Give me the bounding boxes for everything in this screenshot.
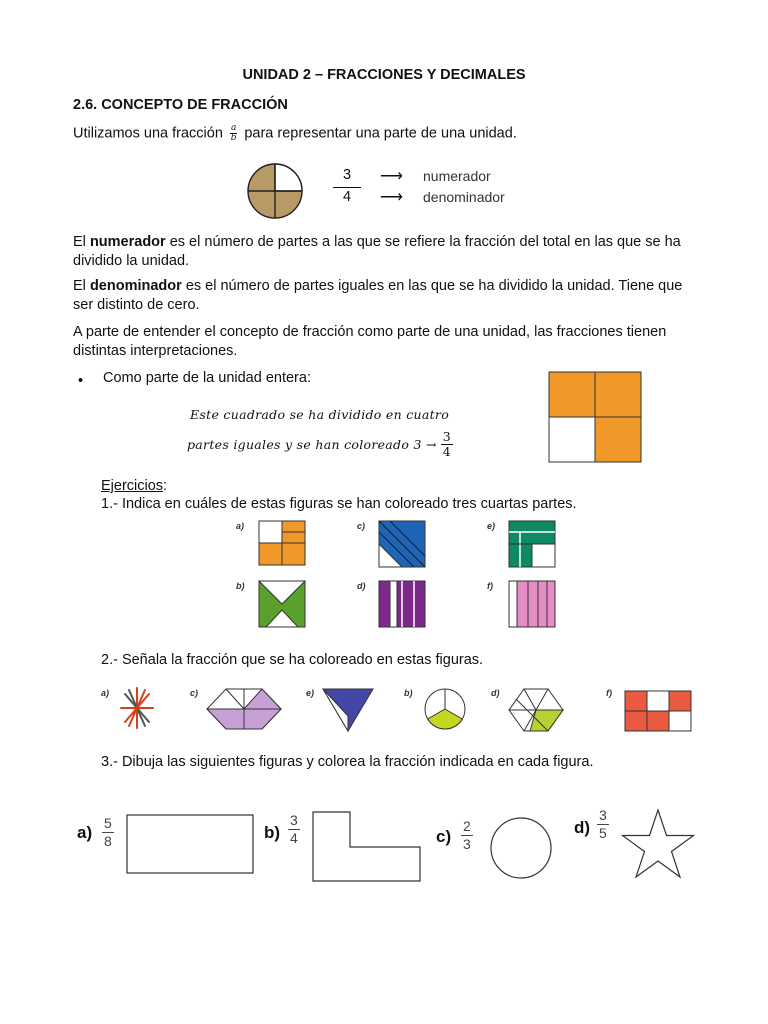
def-denominador: El denominador es el número de partes iguales en las que se ha dividido la unidad. Tiene que ser distinto de cero.	[73, 278, 683, 313]
intro-paragraph	[73, 124, 703, 143]
ex3-label-d: d)	[574, 818, 591, 837]
def-numerador: El numerador es el número de partes a las que se refiere la fracción del total en las que se ha dividido la unidad.	[73, 234, 681, 269]
interpretations-paragraph: A parte de entender el concepto de fracción como parte de una unidad, las fracciones tienen distintas interpretaciones.	[73, 324, 667, 359]
label-numerador: numerador	[423, 168, 491, 184]
ex1-label-b: b)	[236, 581, 245, 591]
ex3-label-a: a)	[77, 823, 93, 842]
math-line-1: Este cuadrado se ha dividido en cuatro	[190, 407, 450, 422]
ex2-label-b: b)	[404, 688, 413, 698]
ex1-figure-c	[378, 520, 426, 568]
exercise-1-text: 1.- Indica en cuáles de estas figuras se han coloreado tres cuartas partes.	[101, 496, 577, 512]
ex2-label-d: d)	[491, 688, 500, 698]
ex2-figure-f	[624, 690, 694, 732]
ex1-figure-b	[258, 580, 306, 628]
ex3-star	[620, 808, 696, 880]
example-denominator: 4	[342, 189, 352, 205]
quarter-circle-figure	[247, 163, 303, 219]
ex1-label-c: c)	[357, 521, 366, 531]
ex2-label-f: f)	[606, 688, 612, 698]
exercise-3-text: 3.- Dibuja las siguientes figuras y colorea la fracción indicada en cada figura.	[101, 754, 594, 770]
math-line-2: partes iguales y se han coloreado 3 → 3 4	[187, 429, 452, 459]
ex1-figure-f	[508, 580, 556, 628]
intro-before: Utilizamos una fracción	[73, 125, 223, 142]
ex1-figure-a	[258, 520, 306, 566]
ex2-figure-b	[424, 688, 466, 730]
ex2-figure-e	[322, 688, 374, 732]
ex2-label-c: c)	[190, 688, 199, 698]
math-fraction: 3 4	[442, 429, 452, 459]
exercise-2-text: 2.- Señala la fracción que se ha coloreado en estas figuras.	[101, 652, 484, 668]
ex1-label-a: a)	[236, 521, 245, 531]
ex1-label-d: d)	[357, 581, 366, 591]
bullet-symbol: •	[78, 373, 84, 389]
arrow-denominator: ⟶	[380, 189, 403, 206]
ex2-figure-a	[117, 686, 157, 730]
square-empty-cell	[549, 417, 595, 462]
bullet-text: Como parte de la unidad entera:	[103, 370, 311, 386]
ex3-fraction-c: 2 3	[463, 818, 471, 852]
ex1-figure-e	[508, 520, 556, 568]
ex3-label-b: b)	[264, 823, 281, 842]
ex3-fraction-d: 3 5	[599, 807, 607, 841]
example-fraction-bar	[333, 187, 361, 188]
inline-fraction: $\frac{a}{b}$	[230, 123, 237, 143]
circle-empty-quarter	[275, 164, 302, 191]
exercises-heading: Ejercicios:	[101, 478, 168, 494]
term-denominador: denominador	[89, 278, 182, 294]
label-denominador: denominador	[423, 189, 505, 205]
ex1-figure-d	[378, 580, 426, 628]
ex1-label-e: e)	[487, 521, 496, 531]
ex1-label-f: f)	[487, 581, 493, 591]
term-numerador: numerador	[89, 234, 166, 250]
example-numerator: 3	[342, 167, 352, 183]
ex2-label-a: a)	[101, 688, 110, 698]
ex2-label-e: e)	[306, 688, 315, 698]
ex3-rectangle	[126, 814, 254, 874]
page-title: UNIDAD 2 – FRACCIONES Y DECIMALES	[242, 67, 526, 83]
ex3-label-c: c)	[436, 827, 452, 846]
ex3-l-shape	[312, 811, 422, 883]
orange-square-figure	[548, 371, 642, 463]
ex2-figure-c	[206, 688, 282, 730]
ex2-figure-d	[508, 688, 564, 732]
ex3-fraction-b: 3 4	[290, 812, 298, 846]
section-title: 2.6. CONCEPTO DE FRACCIÓN	[73, 97, 288, 113]
ex3-fraction-a: 5 8	[104, 815, 112, 849]
intro-after: para representar una parte de una unidad.	[244, 125, 517, 142]
ex3-circle	[489, 816, 553, 880]
arrow-numerator: ⟶	[380, 168, 403, 185]
